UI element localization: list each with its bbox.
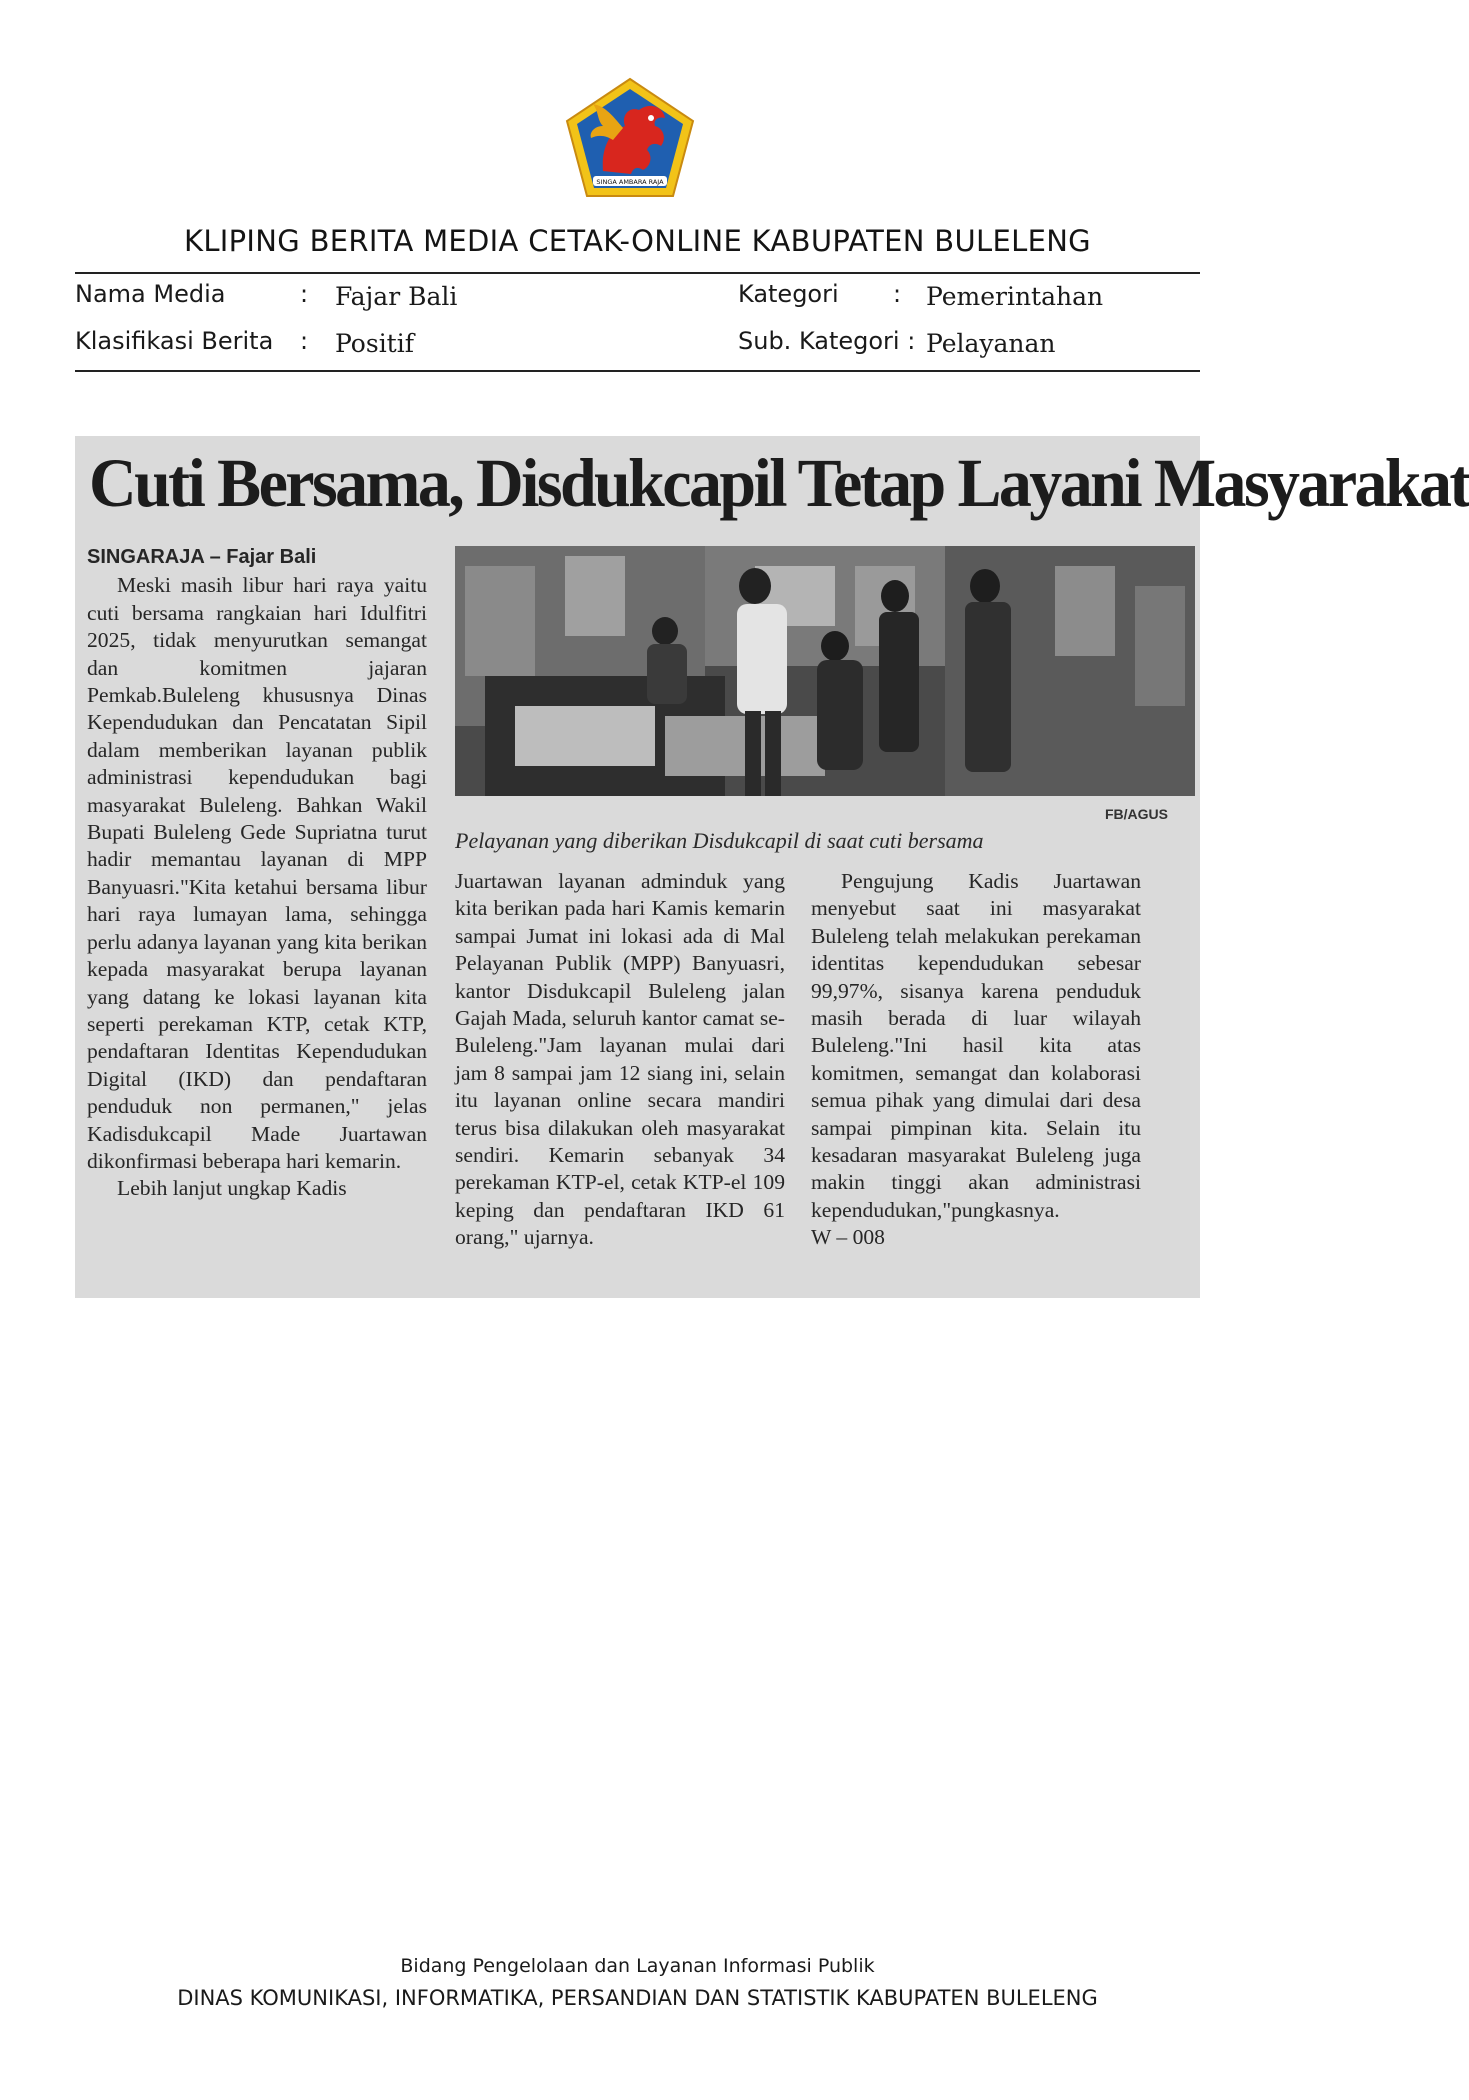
newspaper-clipping: [75, 436, 1469, 1298]
top-divider: [75, 272, 1200, 274]
media-label: Nama Media: [75, 280, 226, 308]
subkategori-value: Pelayanan: [926, 329, 1056, 358]
article-dateline: SINGARAJA – Fajar Bali: [87, 546, 317, 568]
article-column-2: [455, 868, 785, 1252]
crest-icon: [563, 76, 697, 200]
logo-motto: SINGA AMBARA RAJA: [596, 178, 664, 186]
kategori-colon: :: [893, 280, 902, 308]
column-1-paragraph-1: Meski masih libur hari raya yaitu cuti bersama rangkaian hari Idulfitri 2025, tidak menyurutkan semangat dan komitmen jajaran Pemkab.Buleleng khususnya Dinas Kependudukan dan Pencatatan Sipil dalam memberikan layanan publik administrasi kependudukan bagi masyarakat Buleleng. Bahkan Wakil Bupati Buleleng Gede Supriatna turut hadir memantau layanan di MPP Banyuasri."Kita ketahui bersama libur hari raya lumayan lama, sehingga perlu adanya layanan yang kita berikan kepada masyarakat berupa layanan yang datang ke lokasi layanan kita seperti perekaman KTP, cetak KTP, pendaftaran Identitas Kependudukan Digital (IKD) dan pendaftaran penduduk non permanen," jelas Kadisdukcapil Made Juartawan dikonfirmasi beberapa hari kemarin.: [87, 573, 427, 1173]
media-colon: :: [300, 280, 309, 308]
article-photo: [455, 546, 1195, 796]
photo-caption: Pelayanan yang diberikan Disdukcapil di saat cuti bersama: [455, 828, 984, 853]
column-1-paragraph-2: Lebih lanjut ungkap Kadis: [117, 1176, 347, 1201]
article-column-3: [811, 868, 1141, 1252]
article-signoff: W – 008: [811, 1225, 885, 1250]
subkategori-label: Sub. Kategori :: [738, 327, 916, 355]
bottom-divider: [75, 370, 1200, 372]
media-value: Fajar Bali: [335, 282, 458, 311]
klasifikasi-label: Klasifikasi Berita: [75, 327, 274, 355]
office-scene-image: [455, 546, 1195, 796]
column-3-paragraph-1: Pengujung Kadis Juartawan menyebut saat ini masyarakat Buleleng telah melakukan perekaman identitas kependudukan sebesar 99,97%, sisanya karena penduduk masih berada di luar wilayah Buleleng."Ini hasil kita atas komitmen, semangat dan kolaborasi semua pihak yang dimulai dari desa sampai pimpinan kita. Selain itu kesadaran masyarakat Buleleng juga makin tinggi akan administrasi kependudukan,"pungkasnya.: [811, 869, 1141, 1222]
document-title: KLIPING BERITA MEDIA CETAK-ONLINE KABUPATEN BULELENG: [184, 224, 1091, 258]
klasifikasi-value: Positif: [335, 329, 414, 358]
kategori-label: Kategori: [738, 280, 839, 308]
footer-agency: DINAS KOMUNIKASI, INFORMATIKA, PERSANDIAN DAN STATISTIK KABUPATEN BULELENG: [177, 1986, 1098, 2010]
photo-credit: FB/AGUS: [1105, 806, 1168, 822]
buleleng-crest-logo: [563, 76, 697, 200]
kategori-value: Pemerintahan: [926, 282, 1104, 311]
klasifikasi-colon: :: [300, 327, 309, 355]
footer-department: Bidang Pengelolaan dan Layanan Informasi Publik: [400, 1955, 875, 1977]
article-headline: Cuti Bersama, Disdukcapil Tetap Layani Masyarakat: [89, 445, 1469, 522]
article-column-1: [87, 544, 427, 1203]
column-2-paragraph-1: Juartawan layanan adminduk yang kita berikan pada hari Kamis kemarin sampai Jumat ini lokasi ada di Mal Pelayanan Publik (MPP) Banyuasri, kantor Disdukcapil Buleleng jalan Gajah Mada, seluruh kantor camat se-Buleleng."Jam layanan mulai dari jam 8 sampai jam 12 siang ini, selain itu layanan online secara mandiri terus bisa dilakukan oleh masyarakat sendiri. Kemarin sebanyak 34 perekaman KTP-el, cetak KTP-el 109 keping dan pendaftaran IKD 61 orang," ujarnya.: [455, 869, 785, 1250]
